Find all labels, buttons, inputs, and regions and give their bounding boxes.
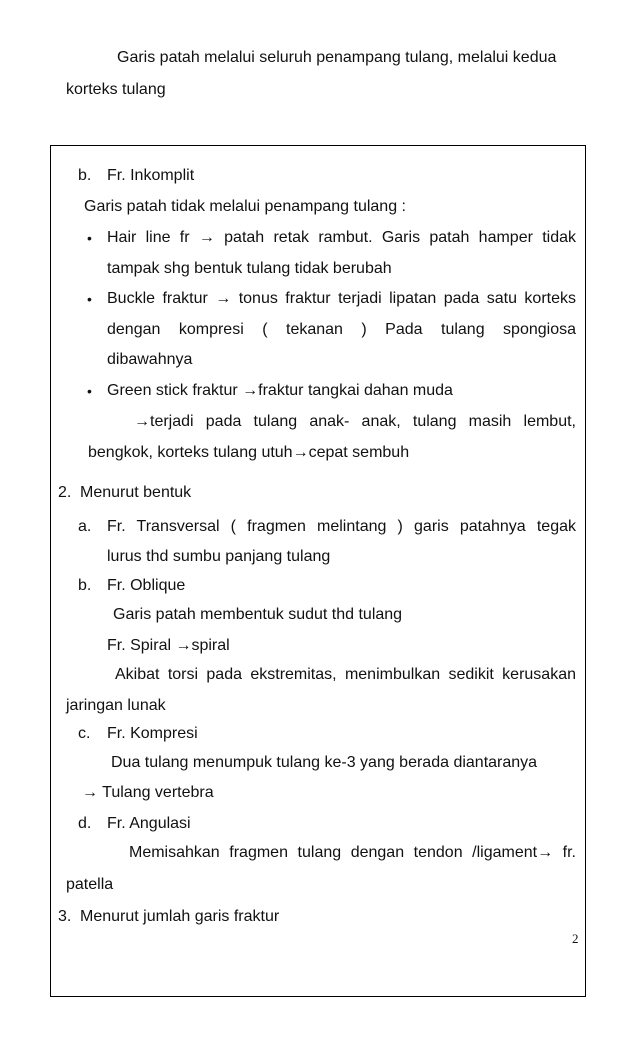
item-c-heading: Fr. Kompresi — [107, 725, 198, 742]
item-d-desc-1: Memisahkan fragmen tulang dengan tendon /ligament→ fr. — [129, 844, 576, 861]
item-a-line-2: lurus thd sumbu panjang tulang — [107, 548, 331, 565]
intro-line-2: korteks tulang — [66, 81, 166, 98]
item-a-marker: a. — [78, 518, 92, 535]
greenstick-cont-line-2: bengkok, korteks tulang utuh→cepat sembuh — [88, 444, 410, 461]
item-b-spiral-desc-1: Akibat torsi pada ekstremitas, menimbulkan sedikit kerusakan — [115, 666, 576, 683]
item-b-description: Garis patah membentuk sudut thd tulang — [113, 606, 403, 623]
bullet-1-line-2: tampak shg bentuk tulang tidak berubah — [107, 260, 392, 277]
section-3-number: 3. — [58, 908, 72, 925]
bullet-dot: • — [87, 230, 92, 246]
item-d-marker: d. — [78, 815, 92, 832]
page-number: 2 — [572, 931, 579, 946]
item-b-spiral: Fr. Spiral →spiral — [107, 637, 230, 654]
item-c-description: Dua tulang menumpuk tulang ke-3 yang berada diantaranya — [111, 754, 538, 771]
item-b-marker: b. — [78, 577, 92, 594]
inkomplit-description: Garis patah tidak melalui penampang tulang : — [84, 198, 406, 215]
section-3-title: Menurut jumlah garis fraktur — [80, 908, 280, 925]
inkomplit-heading: Fr. Inkomplit — [107, 167, 195, 184]
item-d-desc-2: patella — [66, 876, 114, 893]
bullet-dot: • — [87, 383, 92, 399]
section-2-title: Menurut bentuk — [80, 484, 192, 501]
item-c-marker: c. — [78, 725, 91, 742]
item-b-spiral-desc-2: jaringan lunak — [66, 697, 166, 714]
item-c-arrow-line: → Tulang vertebra — [82, 784, 214, 801]
bullet-1-line-1: Hair line fr → patah retak rambut. Garis patah hamper tidak — [107, 229, 576, 246]
bullet-2-line-3: dibawahnya — [107, 351, 193, 368]
greenstick-cont-line-1: →terjadi pada tulang anak- anak, tulang masih lembut, — [134, 413, 576, 430]
item-d-heading: Fr. Angulasi — [107, 815, 191, 832]
intro-line-1: Garis patah melalui seluruh penampang tulang, melalui kedua — [117, 49, 557, 66]
bullet-2-line-1: Buckle fraktur → tonus fraktur terjadi lipatan pada satu korteks — [107, 290, 576, 307]
bullet-3-line-1: Green stick fraktur →fraktur tangkai dahan muda — [107, 382, 453, 399]
item-a-line-1: Fr. Transversal ( fragmen melintang ) garis patahnya tegak — [107, 518, 576, 535]
section-2-number: 2. — [58, 484, 72, 501]
item-b-heading: Fr. Oblique — [107, 577, 186, 594]
bullet-2-line-2: dengan kompresi ( tekanan ) Pada tulang spongiosa — [107, 321, 576, 338]
bullet-dot: • — [87, 291, 92, 307]
inkomplit-marker: b. — [78, 167, 92, 184]
